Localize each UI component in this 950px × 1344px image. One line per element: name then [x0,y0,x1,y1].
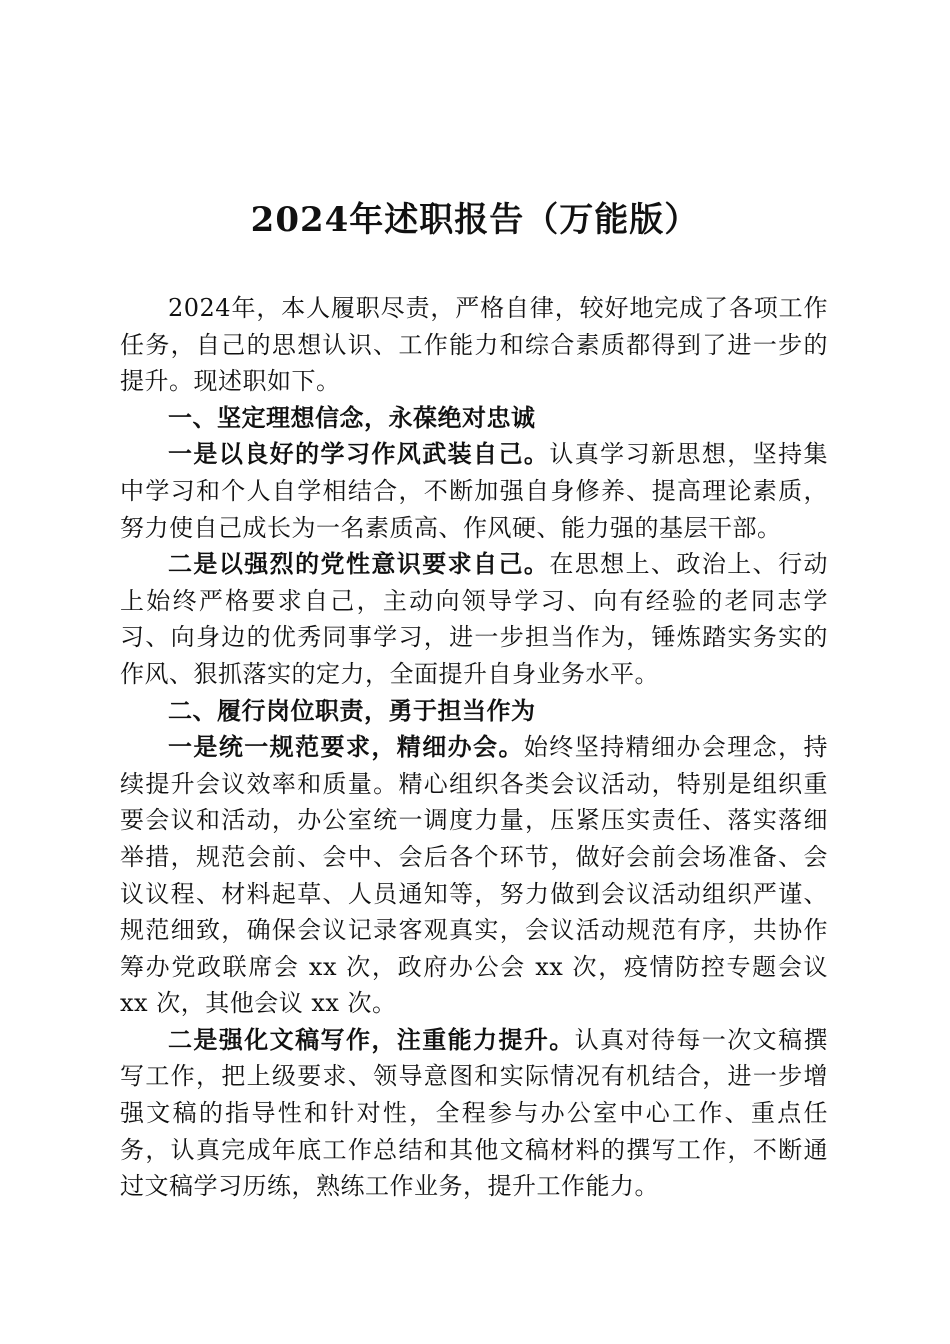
section-2-paragraph-2-text: 认真对待每一次文稿撰写工作，把上级要求、领导意图和实际情况有机结合，进一步增强文稿的指导性和针对性，全程参与办公室中心工作、重点任务，认真完成年底工作总结和其他文稿材料的撰写工作，不断通过文稿学习历练，熟练工作业务，提升工作能力。 [120,1025,828,1201]
section-2-paragraph-2-lead: 二是强化文稿写作，注重能力提升。 [168,1024,575,1054]
section-1-paragraph-1 [120,436,828,546]
section-2-paragraph-2 [120,1022,828,1205]
intro-paragraph: 2024年，本人履职尽责，严格自律，较好地完成了各项工作任务，自己的思想认识、工作能力和综合素质都得到了进一步的提升。现述职如下。 [120,294,828,396]
section-1-paragraph-1-lead: 一是以良好的学习作风武装自己。 [168,439,550,469]
section-2-heading: 二、履行岗位职责，勇于担当作为 [168,696,536,725]
section-1-paragraph-1-text: 认真学习新思想，坚持集中学习和个人自学相结合，不断加强自身修养、提高理论素质，努力使自己成长为一名素质高、作风硬、能力强的基层干部。 [120,440,829,542]
document-title: 2024年述职报告（万能版） [250,200,700,240]
section-2-paragraph-1-lead: 一是统一规范要求，精细办会。 [168,732,524,762]
section-1-paragraph-2-lead: 二是以强烈的党性意识要求自己。 [168,549,550,579]
document-body [120,290,828,1205]
section-2-paragraph-1-text: 始终坚持精细办会理念，持续提升会议效率和质量。精心组织各类会议活动，特别是组织重要会议和活动，办公室统一调度力量，压紧压实责任、落实落细举措，规范会前、会中、会后各个环节，做好会前会场准备、会议议程、材料起草、人员通知等，努力做到会议活动组织严谨、规范细致，确保会议记录客观真实，会议活动规范有序，共协作筹办党政联席会 xx 次，政府办公会 xx 次，疫情防控专题会议 xx 次，其他会议 xx 次。 [120,733,829,1018]
section-1-paragraph-2 [120,546,828,692]
section-1-paragraph-2-text: 在思想上、政治上、行动上始终严格要求自己，主动向领导学习、向有经验的老同志学习、向身边的优秀同事学习，进一步担当作为，锤炼踏实务实的作风、狠抓落实的定力，全面提升自身业务水平。 [120,550,829,688]
section-1-heading: 一、坚定理想信念，永葆绝对忠诚 [168,403,536,432]
section-2-paragraph-1 [120,729,828,1022]
